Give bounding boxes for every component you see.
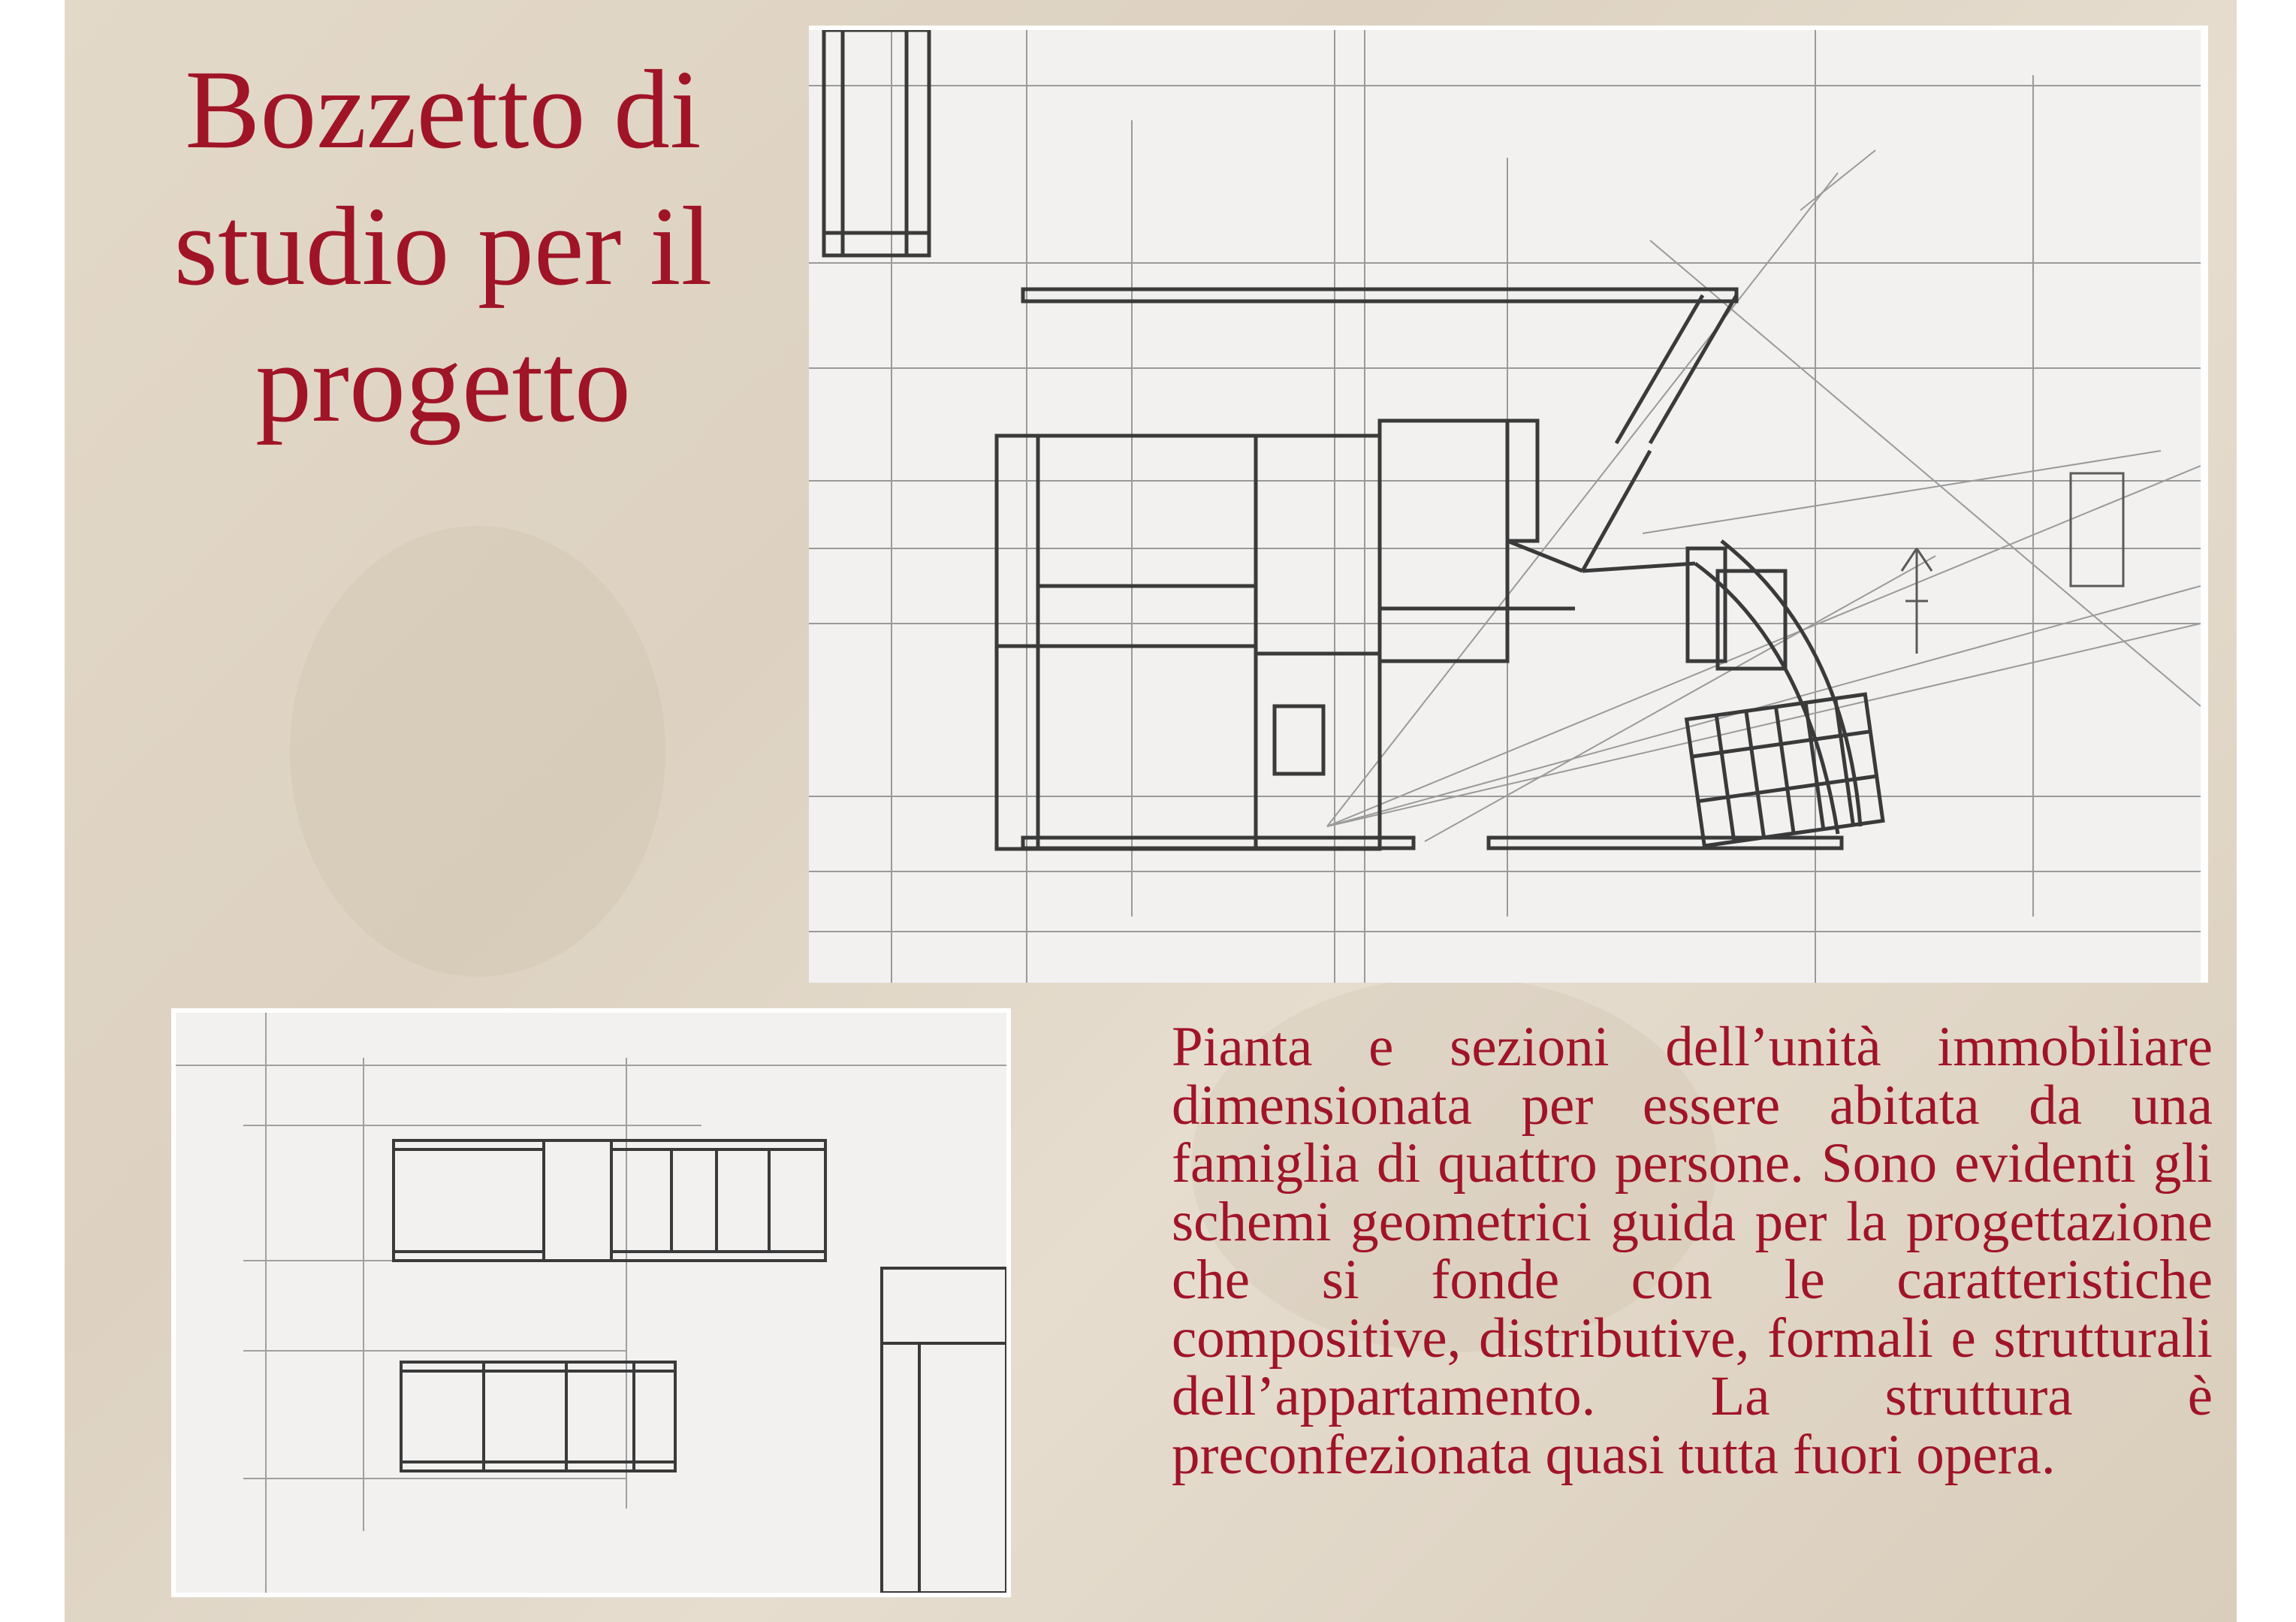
main-plan-sketch <box>809 30 2201 983</box>
paper-stain <box>290 526 665 977</box>
page-title: Bozzetto di studio per il progetto <box>173 47 713 446</box>
main-plan-drawing <box>809 26 2208 983</box>
caption-text: Pianta e sezioni dell’unità immobiliare dimensionata per essere abitata da una famiglia di quattro persone. Sono evidenti gli schemi geometrici guida per la progettazione che si fonde con le caratteristiche compositive, distributive, formali e strutturali dell’appartamento. La struttura è preconfezionata quasi tutta fuori opera. <box>1172 1016 2213 1486</box>
sections-drawing <box>171 1008 1011 1597</box>
sections-sketch <box>176 1013 1006 1593</box>
